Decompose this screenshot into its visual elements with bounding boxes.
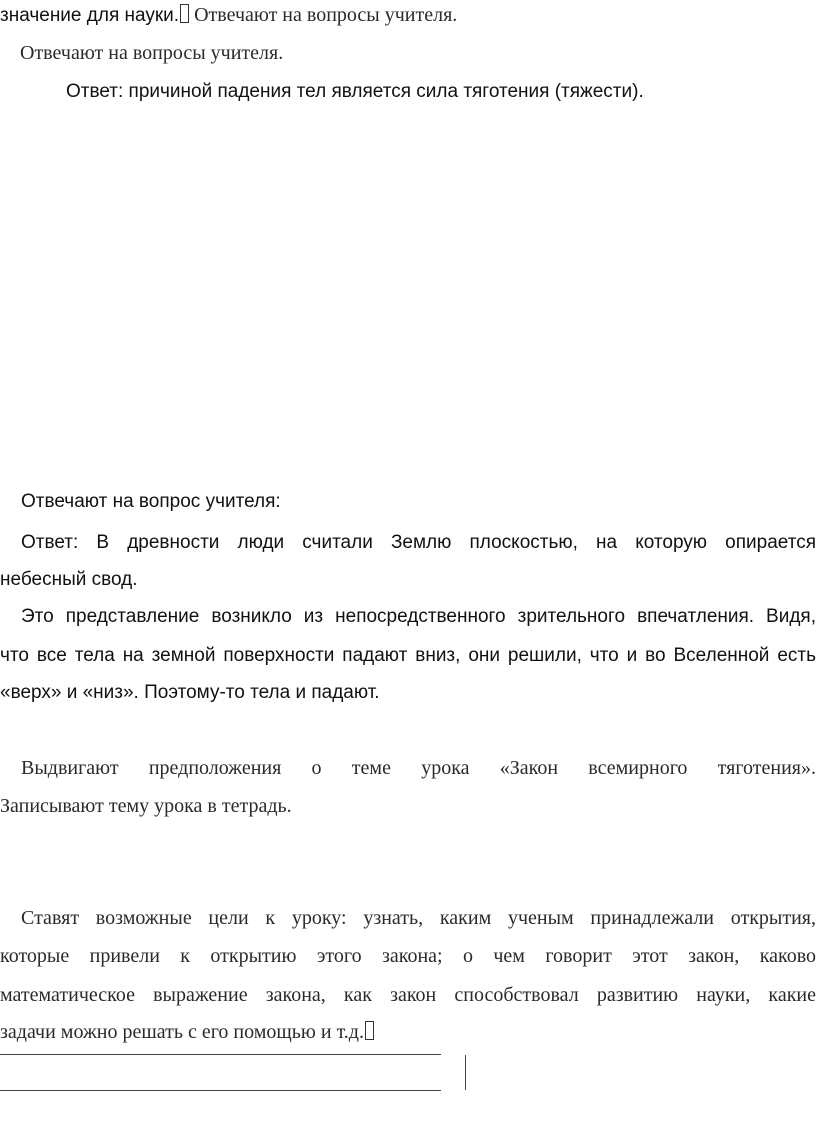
text-line: «верх» и «низ». Поэтому-то тела и падают. xyxy=(0,682,380,703)
text-line: которые привели к открытию этого закона; о чем говорит этот закон, каково xyxy=(0,945,816,967)
text-line: Выдвигают предположения о теме урока «Закон всемирного тяготения». xyxy=(21,757,816,779)
table-border-line xyxy=(0,1090,441,1091)
answer-line: Ответ: причиной падения тел является сила тяготения (тяжести). xyxy=(66,81,644,102)
text-line: математическое выражение закона, как закон способствовал развитию науки, какие xyxy=(0,984,816,1006)
placeholder-glyph-icon xyxy=(365,1021,374,1040)
answer-line: небесный свод. xyxy=(0,569,138,590)
table-border-line xyxy=(465,1055,466,1090)
text-line: Ставят возможные цели к уроку: узнать, каким ученым принадлежали открытия, xyxy=(21,907,816,929)
text-line: что все тела на земной поверхности падают вниз, они решили, что и во Вселенной есть xyxy=(0,645,816,666)
text-fragment: задачи можно решать с его помощью и т.д. xyxy=(0,1021,364,1043)
text-line xyxy=(0,1020,374,1044)
placeholder-glyph-icon xyxy=(180,4,189,23)
text-fragment: Отвечают на вопросы учителя. xyxy=(189,4,458,26)
text-line: Отвечают на вопрос учителя: xyxy=(21,491,281,512)
text-fragment: значение для науки. xyxy=(0,5,180,26)
table-border-line xyxy=(0,1054,441,1055)
text-line: Записывают тему урока в тетрадь. xyxy=(0,795,292,817)
text-line: Это представление возникло из непосредственного зрительного впечатления. Видя, xyxy=(21,606,816,627)
answer-line: Ответ: В древности люди считали Землю плоскостью, на которую опирается xyxy=(21,532,816,553)
text-line xyxy=(0,3,457,28)
text-line: Отвечают на вопросы учителя. xyxy=(20,42,284,64)
